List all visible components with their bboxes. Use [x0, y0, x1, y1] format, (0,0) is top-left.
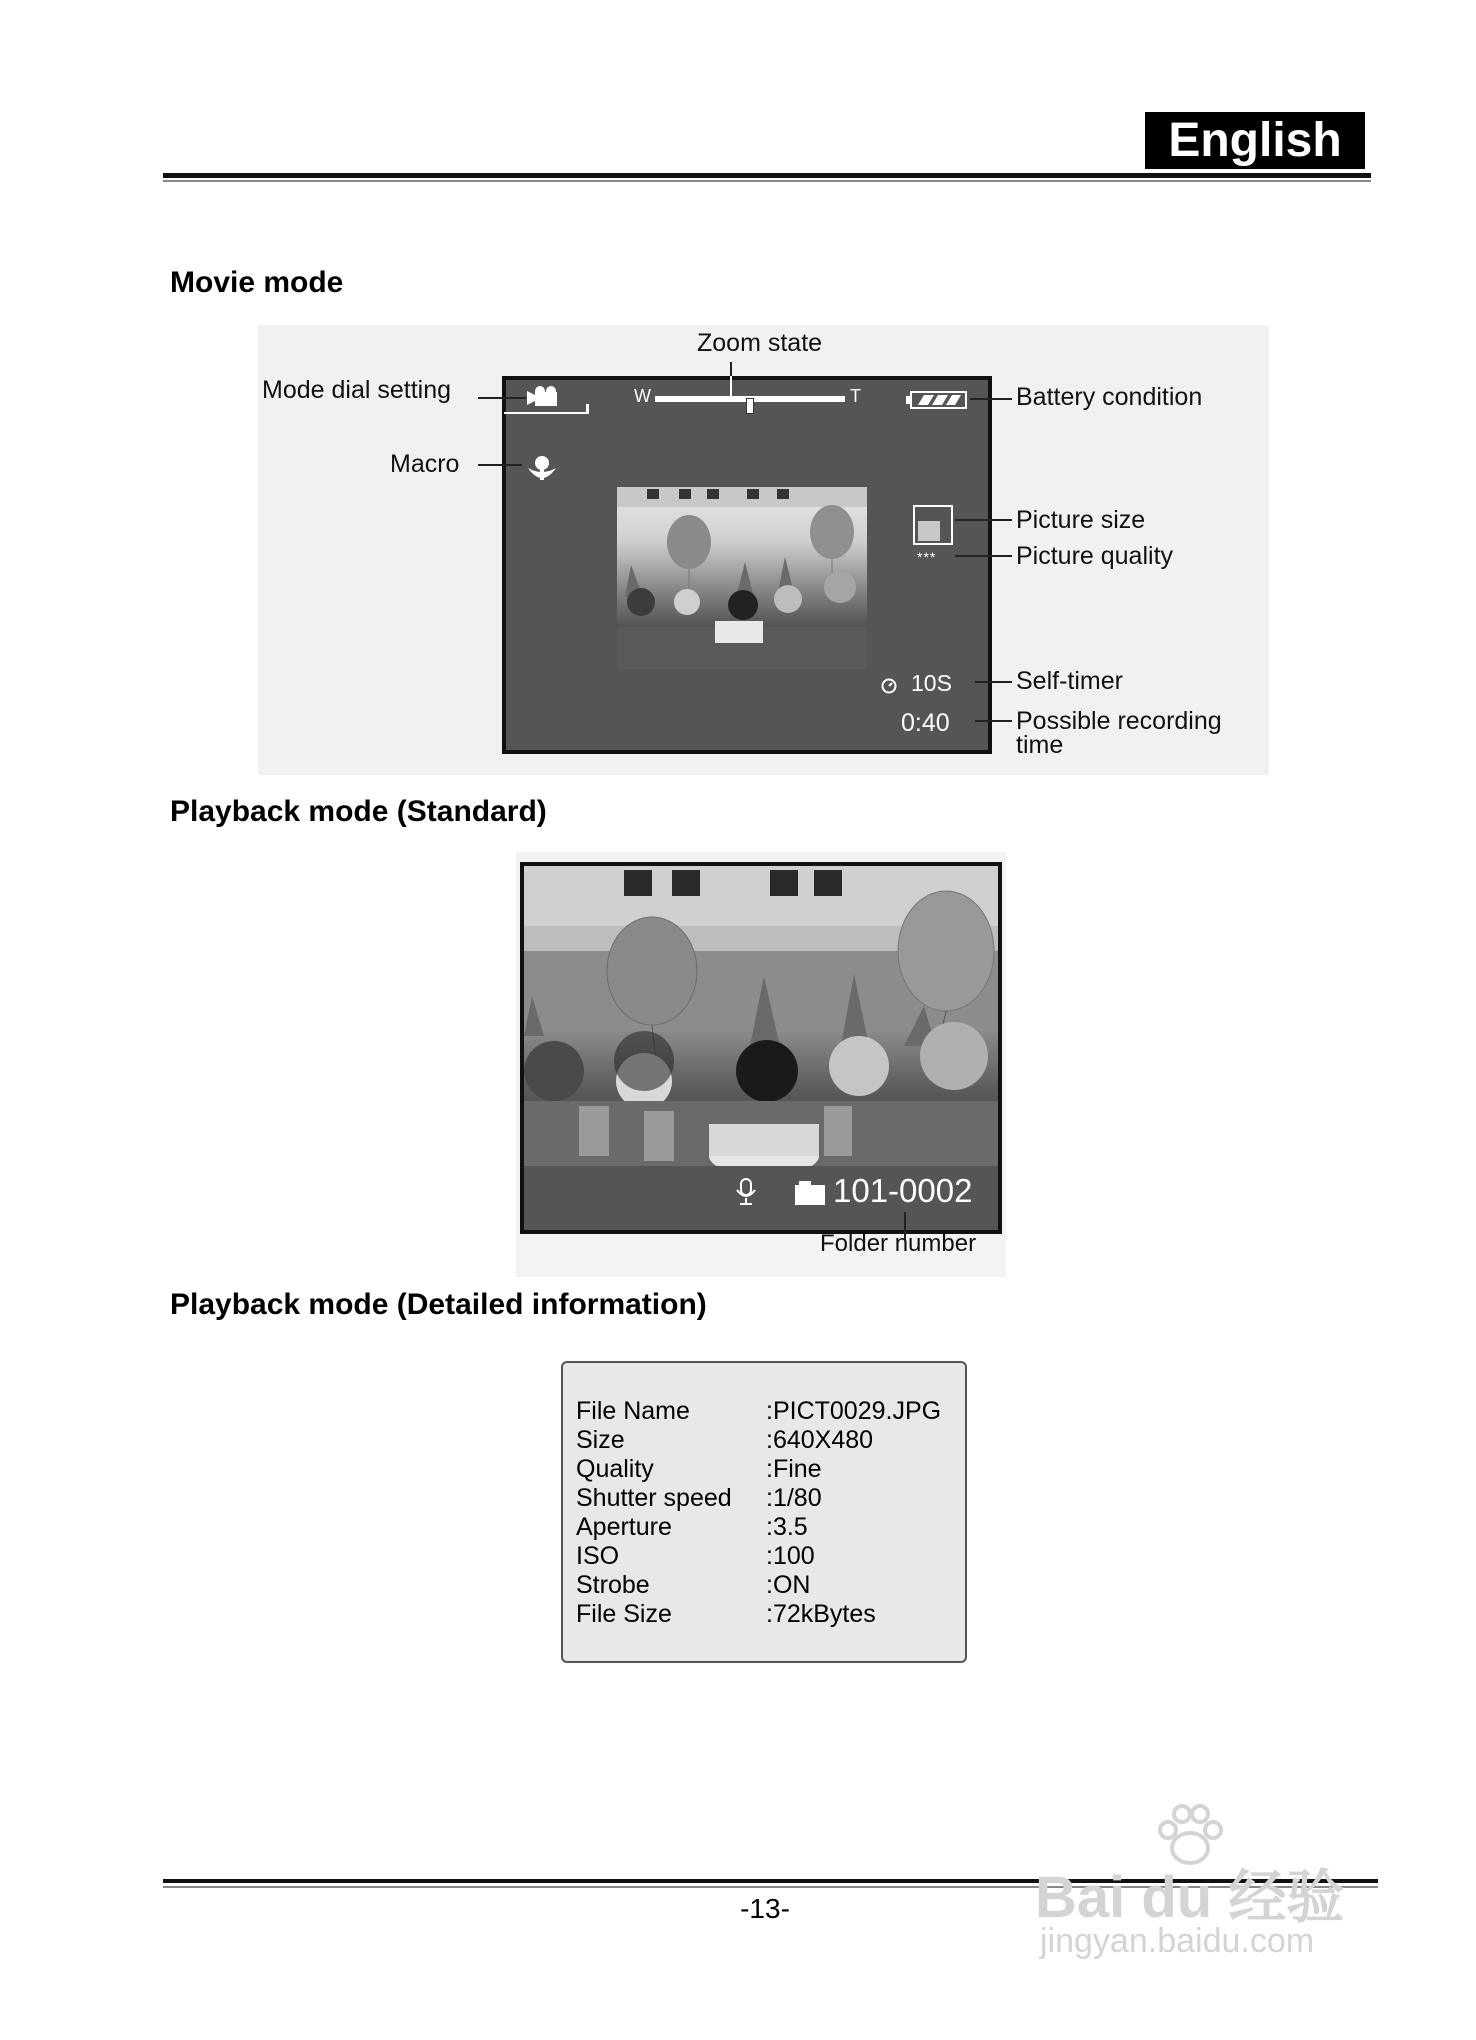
label-self-timer: Self-timer	[1016, 667, 1123, 695]
zoom-w-label: W	[634, 386, 651, 406]
detail-row-iso: ISO :100	[576, 1542, 815, 1570]
label-macro: Macro	[390, 450, 460, 478]
leader-macro	[478, 464, 522, 466]
section-title-movie: Movie mode	[170, 266, 344, 299]
zoom-t-label: T	[850, 386, 861, 406]
recording-time-value: 0:40	[901, 709, 950, 737]
detail-row-quality: Quality :Fine	[576, 1455, 822, 1483]
mode-dial-underline-tick	[586, 404, 589, 414]
movie-camera-icon	[527, 386, 563, 408]
self-timer-value: 10S	[911, 670, 952, 696]
zoom-indicator	[746, 398, 754, 414]
detail-row-strobe: Strobe :ON	[576, 1571, 811, 1599]
label-recording-time-2: time	[1016, 731, 1064, 759]
leader-zoom-state-outer	[730, 362, 732, 376]
leader-self-timer	[975, 681, 1012, 683]
header-rule-shadow	[163, 180, 1371, 182]
label-picture-quality: Picture quality	[1016, 542, 1174, 570]
label-recording-time-1: Possible recording	[1016, 707, 1222, 735]
language-badge: English	[1145, 112, 1365, 169]
detail-row-file-size: File Size :72kBytes	[576, 1600, 876, 1628]
watermark-url: jingyan.baidu.com	[1040, 1922, 1315, 1960]
file-counter: 101-0002	[833, 1172, 973, 1209]
leader-battery	[970, 398, 1012, 400]
protect-file-icon	[795, 1181, 825, 1205]
movie-preview-photo	[617, 487, 867, 669]
picture-quality-stars: ***	[917, 549, 937, 565]
macro-flower-icon	[525, 454, 559, 484]
label-battery: Battery condition	[1016, 383, 1203, 411]
mode-dial-underline	[504, 412, 589, 414]
page-number: -13-	[740, 1893, 790, 1924]
detail-row-size: Size :640X480	[576, 1426, 874, 1454]
label-zoom-state: Zoom state	[697, 329, 823, 357]
watermark-brand: Bai du 经验	[1035, 1865, 1345, 1930]
header-rule	[163, 173, 1371, 178]
battery-icon	[906, 390, 968, 410]
self-timer-icon	[880, 676, 898, 694]
leader-recording-time	[975, 720, 1012, 722]
section-title-playback-detail: Playback mode (Detailed information)	[170, 1288, 707, 1321]
detail-info-table	[576, 1397, 941, 1629]
section-title-playback-standard: Playback mode (Standard)	[170, 795, 547, 828]
detail-row-shutter-speed: Shutter speed :1/80	[576, 1484, 822, 1512]
label-mode-dial: Mode dial setting	[262, 376, 452, 404]
detail-row-file-name: File Name :PICT0029.JPG	[576, 1397, 942, 1425]
leader-picture-size	[955, 519, 1012, 521]
leader-mode-dial	[478, 397, 526, 399]
label-folder-number: Folder number	[820, 1230, 977, 1257]
leader-picture-quality	[955, 555, 1012, 557]
voice-memo-icon	[734, 1178, 758, 1206]
picture-size-icon	[913, 505, 953, 545]
detail-row-aperture: Aperture :3.5	[576, 1513, 808, 1541]
label-picture-size: Picture size	[1016, 506, 1146, 534]
